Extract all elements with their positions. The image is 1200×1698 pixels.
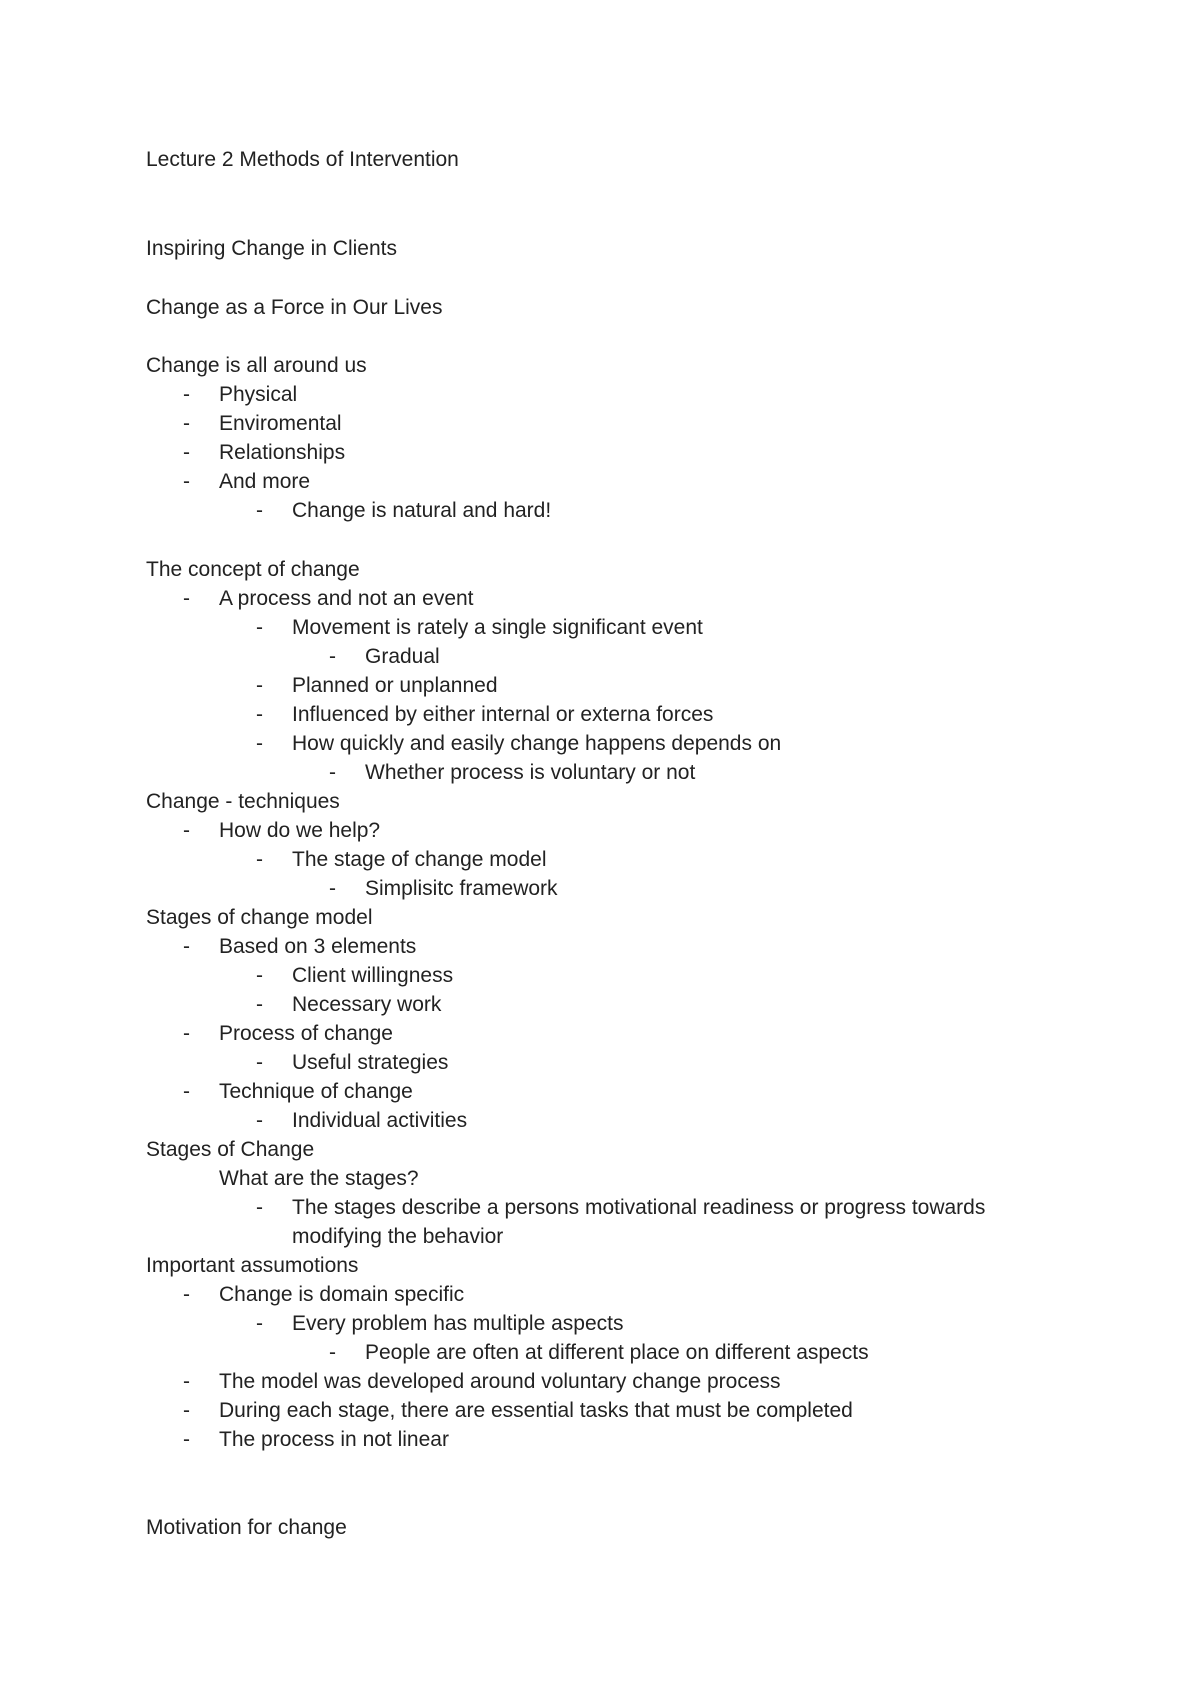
list-item-text: Technique of change [219, 1080, 413, 1103]
section-heading: The concept of change [146, 558, 360, 581]
section-heading: Inspiring Change in Clients [146, 237, 397, 260]
bullet-dash: - [183, 1428, 190, 1451]
bullet-dash: - [183, 412, 190, 435]
bullet-dash: - [183, 1283, 190, 1306]
document-title: Lecture 2 Methods of Intervention [146, 148, 459, 171]
list-item-text: Enviromental [219, 412, 342, 435]
bullet-dash: - [256, 703, 263, 726]
bullet-dash: - [329, 1341, 336, 1364]
bullet-dash: - [183, 1022, 190, 1045]
list-item-text: Necessary work [292, 993, 442, 1016]
bullet-dash: - [256, 499, 263, 522]
bullet-dash: - [183, 383, 190, 406]
list-item-text: Relationships [219, 441, 346, 464]
bullet-dash: - [183, 1399, 190, 1422]
list-item-text: How quickly and easily change happens depends on [292, 732, 782, 755]
list-item-text: Influenced by either internal or externa forces [292, 703, 714, 726]
bullet-dash: - [256, 848, 263, 871]
list-item-text: The stage of change model [292, 848, 547, 871]
bullet-dash: - [256, 1051, 263, 1074]
bullet-dash: - [183, 1080, 190, 1103]
bullet-dash: - [183, 819, 190, 842]
bullet-dash: - [329, 761, 336, 784]
list-item-text: Planned or unplanned [292, 674, 498, 697]
list-item-text: Physical [219, 383, 298, 406]
section-heading: Stages of change model [146, 906, 373, 929]
list-item-text: Gradual [365, 645, 440, 668]
list-item-text: People are often at different place on different aspects [365, 1341, 869, 1364]
bullet-dash: - [183, 1370, 190, 1393]
list-item-text: The process in not linear [219, 1428, 449, 1451]
section-heading: Change as a Force in Our Lives [146, 296, 443, 319]
bullet-dash: - [329, 645, 336, 668]
list-item-text: The model was developed around voluntary change process [219, 1370, 781, 1393]
section-heading: Change is all around us [146, 354, 367, 377]
section-heading: Stages of Change [146, 1138, 315, 1161]
bullet-dash: - [183, 935, 190, 958]
bullet-dash: - [329, 877, 336, 900]
list-item-text: Change is natural and hard! [292, 499, 552, 522]
sub-heading: What are the stages? [219, 1167, 419, 1190]
list-item-text: How do we help? [219, 819, 381, 842]
list-item-text: Based on 3 elements [219, 935, 417, 958]
bullet-dash: - [183, 441, 190, 464]
section-heading: Motivation for change [146, 1516, 347, 1539]
list-item-text: A process and not an event [219, 587, 474, 610]
bullet-dash: - [256, 1196, 263, 1219]
bullet-dash: - [256, 993, 263, 1016]
list-item-text: The stages describe a persons motivational readiness or progress towards [292, 1196, 986, 1219]
bullet-dash: - [256, 732, 263, 755]
bullet-dash: - [256, 1109, 263, 1132]
list-item-text: During each stage, there are essential tasks that must be completed [219, 1399, 853, 1422]
bullet-dash: - [256, 674, 263, 697]
list-item-text: Every problem has multiple aspects [292, 1312, 624, 1335]
list-item-text: Individual activities [292, 1109, 468, 1132]
list-item-continuation: modifying the behavior [292, 1225, 504, 1248]
list-item-text: Process of change [219, 1022, 393, 1045]
bullet-dash: - [256, 616, 263, 639]
list-item-text: Whether process is voluntary or not [365, 761, 696, 784]
section-heading: Important assumotions [146, 1254, 359, 1277]
list-item-text: Simplisitc framework [365, 877, 558, 900]
bullet-dash: - [183, 470, 190, 493]
bullet-dash: - [256, 964, 263, 987]
list-item-text: Change is domain specific [219, 1283, 465, 1306]
bullet-dash: - [183, 587, 190, 610]
list-item-text: Movement is rately a single significant event [292, 616, 703, 639]
section-heading: Change - techniques [146, 790, 340, 813]
bullet-dash: - [256, 1312, 263, 1335]
list-item-text: Client willingness [292, 964, 454, 987]
list-item-text: Useful strategies [292, 1051, 449, 1074]
list-item-text: And more [219, 470, 311, 493]
